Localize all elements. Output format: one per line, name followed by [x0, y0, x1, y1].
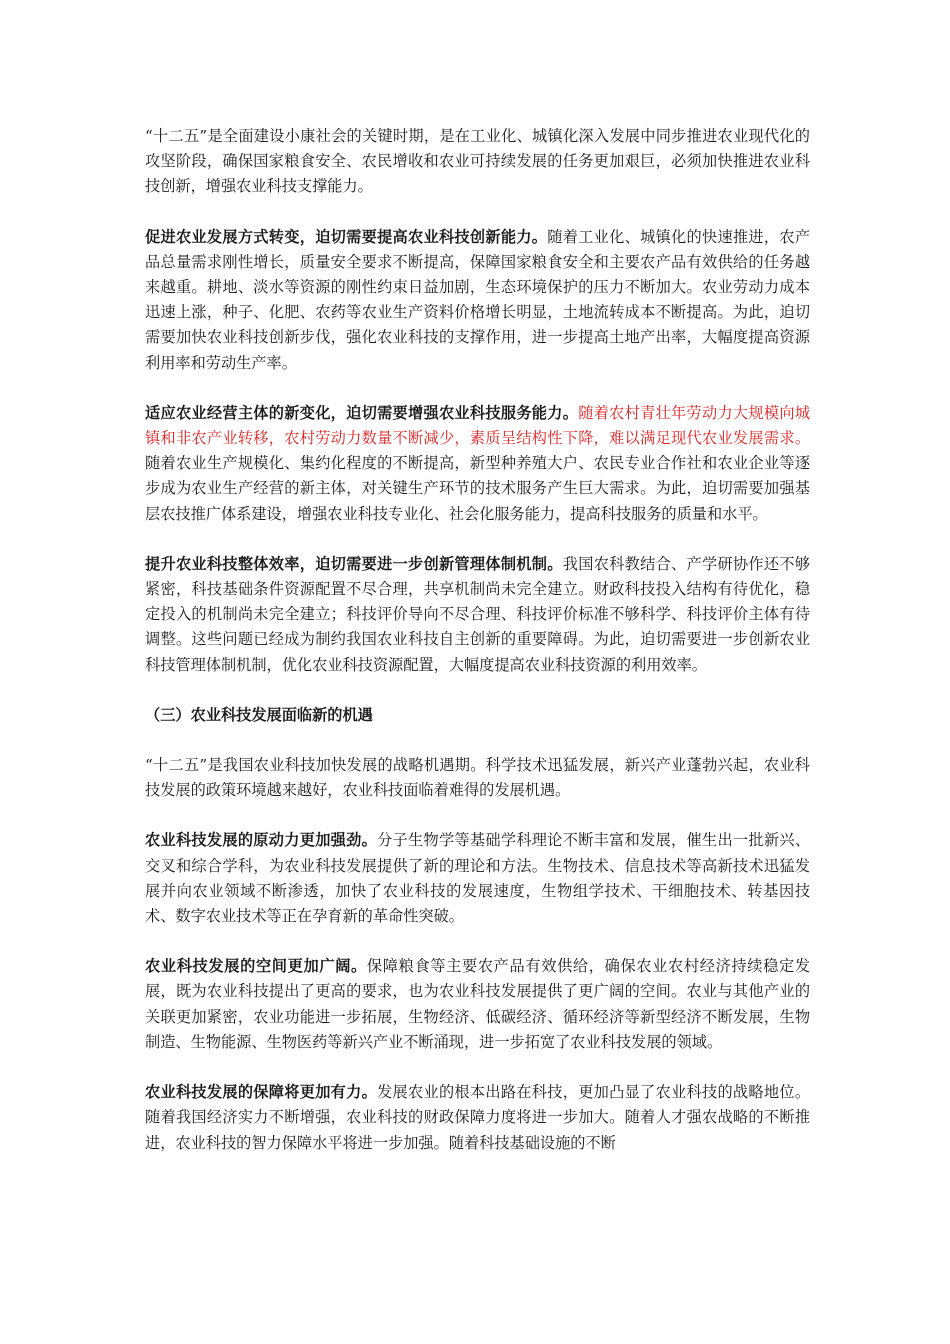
paragraph-lead: 农业科技发展的保障将更加有力。 — [145, 1083, 378, 1102]
paragraph-opportunity-intro — [145, 753, 810, 803]
paragraph-innovation-capacity — [145, 225, 810, 376]
highlighted-text: 随着农村青壮年劳动力大规模向城镇和非农产业转移，农村劳动力数量不断减少，素质呈结构性下降，难以满足现代农业发展需求。 — [145, 403, 811, 448]
paragraph-service-capacity — [145, 401, 810, 527]
paragraph-body: 分子生物学等基础学科理论不断丰富和发展，催生出一批新兴、交叉和综合学科，为农业科技发展提供了新的理论和方法。生物技术、信息技术等高新技术迅猛发展并向农业领域不断渗透，加快了农业科技的发展速度，生物组学技术、干细胞技术、转基因技术、数字农业技术等正在孕育新的革命性突破。 — [145, 831, 811, 926]
paragraph-lead: 适应农业经营主体的新变化，迫切需要增强农业科技服务能力。 — [145, 403, 579, 422]
paragraph-body: 发展农业的根本出路在科技，更加凸显了农业科技的战略地位。随着我国经济实力不断增强，农业科技的财政保障力度将进一步加大。随着人才强农战略的不断推进，农业科技的智力保障水平将进一步加强。随着科技基础设施的不断 — [145, 1083, 811, 1152]
paragraph-management-mechanism — [145, 552, 810, 678]
paragraph-body: 我国农科教结合、产学研协作还不够紧密，科技基础条件资源配置不尽合理，共享机制尚未完全建立。财政科技投入结构有待优化，稳定投入的机制尚未完全建立；科技评价导向不尽合理、科技评价标准不够科学、科技评价主体有待调整。这些问题已经成为制约我国农业科技自主创新的重要障碍。为此，迫切需要进一步创新农业科技管理体制机制，优化农业科技资源配置，大幅度提高农业科技资源的利用效率。 — [145, 554, 811, 674]
paragraph-lead: 提升农业科技整体效率，迫切需要进一步创新管理体制机制。 — [145, 554, 563, 573]
paragraph-intro — [145, 124, 810, 200]
paragraph-body: 随着工业化、城镇化的快速推进，农产品总量需求刚性增长，质量安全要求不断提高，保障国家粮食安全和主要农产品有效供给的任务越来越重。耕地、淡水等资源的刚性约束日益加剧，生态环境保护的压力不断加大。农业劳动力成本迅速上涨，种子、化肥、农药等农业生产资料价格增长明显，土地流转成本不断提高。为此，迫切需要加快农业科技创新步伐，强化农业科技的支撑作用，进一步提高土地产出率，大幅度提高资源利用率和劳动生产率。 — [145, 227, 811, 372]
document-page — [145, 124, 810, 1181]
paragraph-driving-force — [145, 828, 810, 929]
paragraph-body: “十二五”是我国农业科技加快发展的战略机遇期。科学技术迅猛发展，新兴产业蓬勃兴起，农业科技发展的政策环境越来越好，农业科技面临着难得的发展机遇。 — [145, 756, 810, 800]
paragraph-lead: 农业科技发展的原动力更加强劲。 — [145, 831, 378, 850]
paragraph-lead: 农业科技发展的空间更加广阔。 — [145, 957, 367, 976]
paragraph-lead: 促进农业发展方式转变，迫切需要提高农业科技创新能力。 — [145, 227, 548, 246]
section-heading: （三）农业科技发展面临新的机遇 — [145, 705, 373, 724]
paragraph-body: 随着农业生产规模化、集约化程度的不断提高，新型种养殖大户、农民专业合作社和农业企业等逐步成为农业生产经营的新主体，对关键生产环节的技术服务产生巨大需求。为此，迫切需要加强基层农技推广体系建设，增强农业科技专业化、社会化服务能力，提高科技服务的质量和水平。 — [145, 454, 810, 523]
paragraph-body: 保障粮食等主要农产品有效供给，确保农业农村经济持续稳定发展，既为农业科技提出了更高的要求，也为农业科技发展提供了更广阔的空间。农业与其他产业的关联更加紧密，农业功能进一步拓展，生物经济、低碳经济、循环经济等新型经济不断发展，生物制造、生物能源、生物医药等新兴产业不断涌现，进一步拓宽了农业科技发展的领域。 — [145, 957, 811, 1051]
paragraph-stronger-support — [145, 1080, 810, 1156]
paragraph-body: “十二五”是全面建设小康社会的关键时期，是在工业化、城镇化深入发展中同步推进农业现代化的攻坚阶段，确保国家粮食安全、农民增收和农业可持续发展的任务更加艰巨，必须加快推进农业科技创新，增强农业科技支撑能力。 — [145, 127, 810, 196]
paragraph-broader-space — [145, 954, 810, 1055]
